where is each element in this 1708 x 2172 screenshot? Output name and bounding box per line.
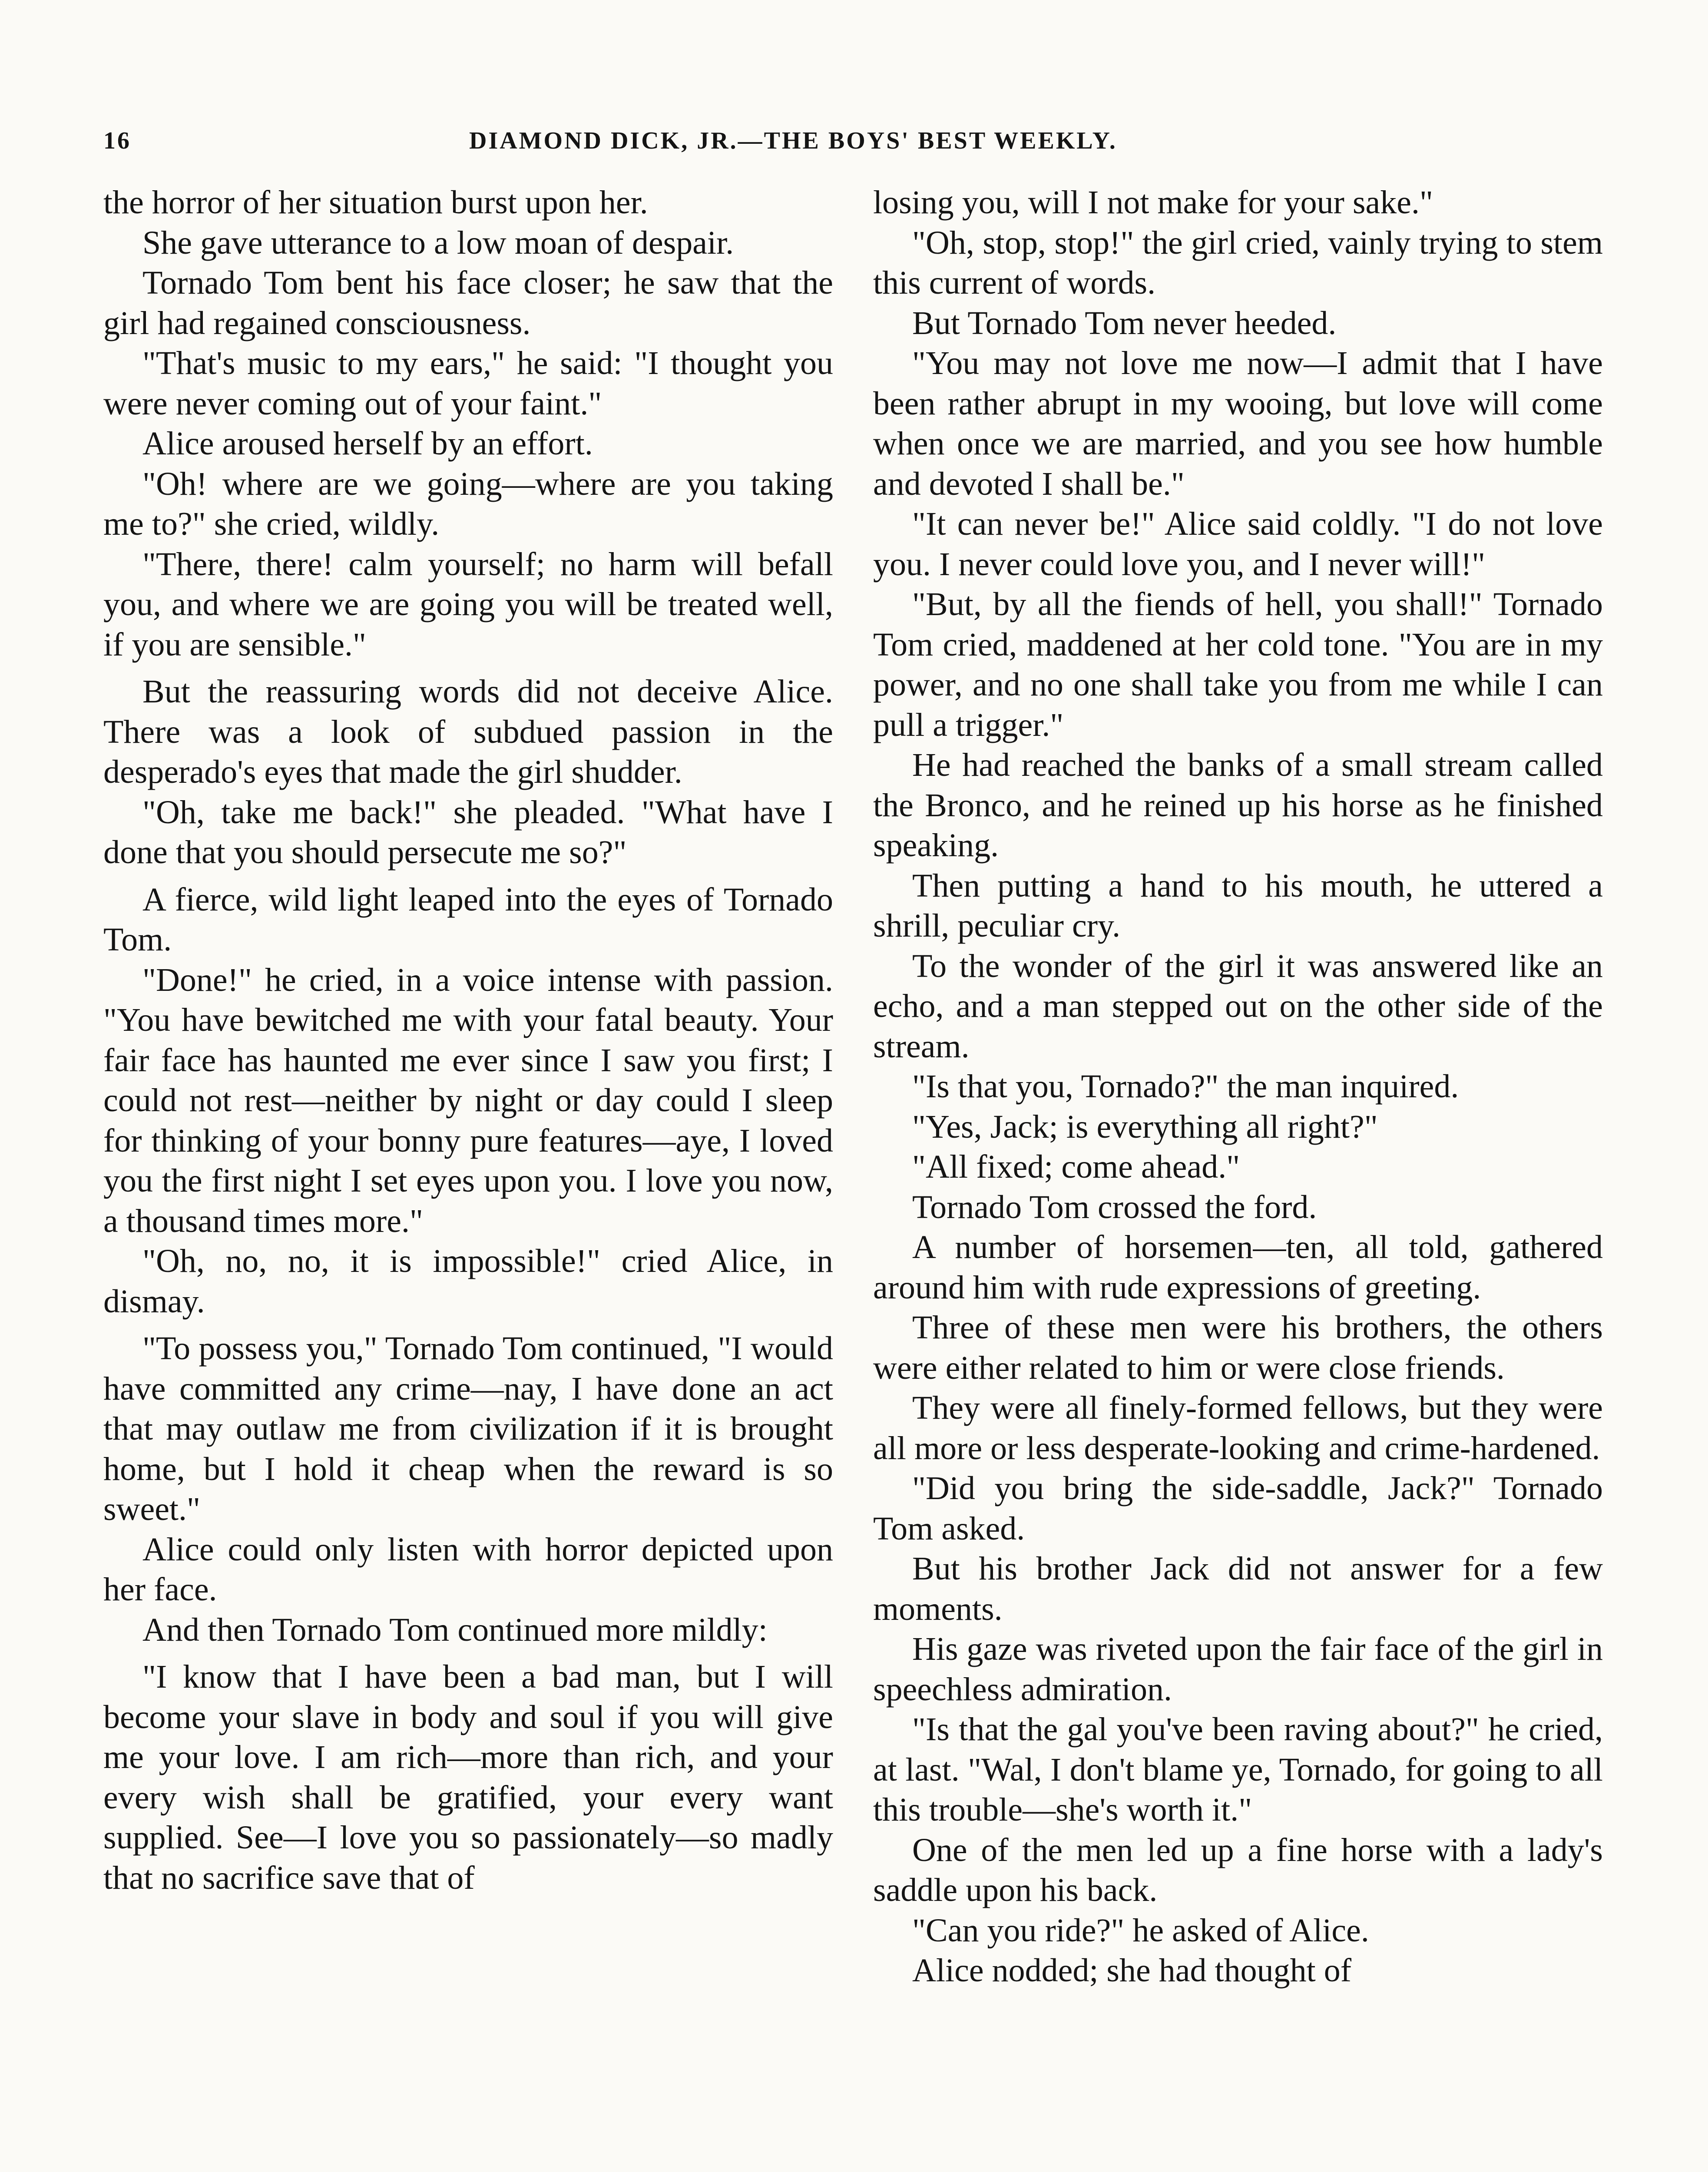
page-number: 16	[103, 127, 131, 154]
paragraph: Alice nodded; she had thought of	[912, 1952, 1352, 1989]
paragraph: "Did you bring the side-saddle, Jack?" Tornado Tom asked.	[873, 1470, 1603, 1547]
paragraph: the horror of her situation burst upon her.	[103, 184, 648, 221]
paragraph: Three of these men were his brothers, the others were either related to him or were close friends.	[873, 1309, 1603, 1386]
paragraph: To the wonder of the girl it was answered like an echo, and a man stepped out on the other side of the stream.	[873, 947, 1603, 1065]
paragraph: One of the men led up a fine horse with a lady's saddle upon his back.	[873, 1831, 1603, 1908]
paragraph: His gaze was riveted upon the fair face of the girl in speechless admiration.	[873, 1631, 1603, 1708]
paragraph: But the reassuring words did not deceive Alice. There was a look of subdued passion in the desperado's eyes that made the girl shudder.	[103, 673, 833, 790]
paragraph: A number of horsemen—ten, all told, gathered around him with rude expressions of greeting.	[873, 1229, 1603, 1306]
paragraph: "To possess you," Tornado Tom continued, "I would have committed any crime—nay, I have done an act that may outlaw me from civilization if it is brought home, but I hold it cheap when the reward is so sweet."	[103, 1330, 833, 1527]
paragraph: Alice aroused herself by an effort.	[142, 425, 593, 462]
paragraph: "Can you ride?" he asked of Alice.	[912, 1912, 1369, 1949]
paragraph: Tornado Tom bent his face closer; he saw that the girl had regained consciousness.	[103, 265, 833, 341]
paragraph: "All fixed; come ahead."	[912, 1149, 1240, 1185]
paragraph: "You may not love me now—I admit that I have been rather abrupt in my wooing, but love will come when once we are married, and you see how humble and devoted I shall be."	[873, 345, 1603, 502]
paragraph: Tornado Tom crossed the ford.	[912, 1189, 1317, 1225]
paragraph: He had reached the banks of a small stream called the Bronco, and he reined up his horse as he finished speaking.	[873, 747, 1603, 864]
paragraph: "Oh! where are we going—where are you taking me to?" she cried, wildly.	[103, 465, 833, 542]
paragraph: A fierce, wild light leaped into the eyes of Tornado Tom.	[103, 881, 833, 958]
paragraph: But his brother Jack did not answer for a few moments.	[873, 1550, 1603, 1627]
paragraph: They were all finely-formed fellows, but they were all more or less desperate-looking and crime-hardened.	[873, 1390, 1603, 1467]
running-title: DIAMOND DICK, JR.—THE BOYS' BEST WEEKLY.	[469, 127, 1117, 154]
paragraph: "Is that the gal you've been raving about?" he cried, at last. "Wal, I don't blame ye, Tornado, for going to all this trouble—she's worth it."	[873, 1711, 1603, 1828]
paragraph: losing you, will I not make for your sake."	[873, 184, 1433, 221]
paragraph: "That's music to my ears," he said: "I thought you were never coming out of your faint."	[103, 345, 833, 422]
paragraph: "It can never be!" Alice said coldly. "I do not love you. I never could love you, and I never will!"	[873, 506, 1603, 583]
paragraph: "Yes, Jack; is everything all right?"	[912, 1108, 1378, 1145]
paragraph: "Oh, no, no, it is impossible!" cried Alice, in dismay.	[103, 1243, 833, 1320]
paragraph: Alice could only listen with horror depicted upon her face.	[103, 1531, 833, 1608]
page-header	[0, 127, 1708, 175]
paragraph: "Oh, take me back!" she pleaded. "What have I done that you should persecute me so?"	[103, 794, 833, 871]
paragraph: "Done!" he cried, in a voice intense with passion. "You have bewitched me with your fatal beauty. Your fair face has haunted me ever since I saw you first; I could not rest—neither by night or day could I sleep for thinking of your bonny pure features—aye, I loved you the first night I set eyes upon you. I love you now, a thousand times more."	[103, 961, 833, 1239]
paragraph: "Oh, stop, stop!" the girl cried, vainly trying to stem this current of words.	[873, 224, 1603, 301]
paragraph: "Is that you, Tornado?" the man inquired.	[912, 1068, 1459, 1105]
right-column	[873, 182, 1603, 1991]
paragraph: "There, there! calm yourself; no harm will befall you, and where we are going you will be treated well, if you are sensible."	[103, 546, 833, 663]
paragraph: She gave utterance to a low moan of despair.	[142, 224, 734, 261]
paragraph: "But, by all the fiends of hell, you shall!" Tornado Tom cried, maddened at her cold tone. "You are in my power, and no one shall take you from me while I can pull a trigger."	[873, 586, 1603, 743]
left-column	[103, 182, 833, 1898]
paragraph: Then putting a hand to his mouth, he uttered a shrill, peculiar cry.	[873, 867, 1603, 944]
paragraph: But Tornado Tom never heeded.	[912, 305, 1337, 341]
paragraph: And then Tornado Tom continued more mildly:	[142, 1611, 768, 1648]
paragraph: "I know that I have been a bad man, but I will become your slave in body and soul if you will give me your love. I am rich—more than rich, and your every wish shall be gratified, your every want supplied. See—I love you so passionately—so madly that no sacrifice save that of	[103, 1659, 833, 1896]
